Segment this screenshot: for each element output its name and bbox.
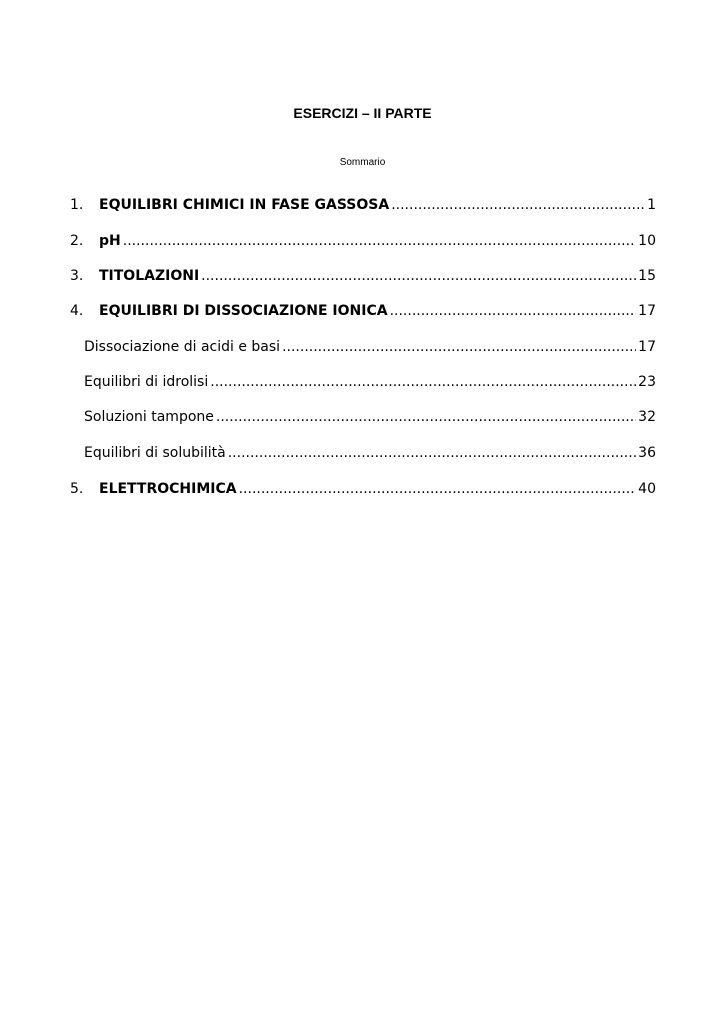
toc-entry-title: Dissociazione di acidi e basi	[84, 339, 281, 355]
toc-dot-leader	[123, 232, 636, 250]
toc-dot-leader	[216, 408, 636, 426]
toc-entry-acidi-basi[interactable]	[84, 338, 656, 356]
toc-entry-page: 10	[638, 233, 656, 249]
toc-entry-title: ELETTROCHIMICA	[99, 481, 237, 497]
toc-entry-page: 17	[638, 339, 656, 355]
toc-entry-title: Soluzioni tampone	[84, 409, 214, 425]
toc-entry-page: 1	[647, 197, 656, 213]
toc-entry-equilibri-chimici[interactable]	[70, 196, 656, 214]
toc-entry-dissociazione-ionica[interactable]	[70, 302, 656, 320]
toc-dot-leader	[391, 196, 645, 214]
toc-entry-title: TITOLAZIONI	[99, 268, 200, 284]
toc-entry-page: 17	[638, 303, 656, 319]
toc-entry-title: EQUILIBRI DI DISSOCIAZIONE IONICA	[99, 303, 388, 319]
toc-entry-page: 15	[638, 268, 656, 284]
toc-dot-leader	[210, 373, 636, 391]
toc-entry-number: 4.	[70, 303, 84, 319]
toc-dot-leader	[282, 338, 636, 356]
toc-dot-leader	[201, 267, 636, 285]
toc-entry-solubilita[interactable]	[84, 444, 656, 462]
toc-entry-soluzioni-tampone[interactable]	[84, 408, 656, 426]
toc-entry-title: Equilibri di solubilità	[84, 445, 226, 461]
toc-dot-leader	[239, 480, 637, 498]
toc-entry-number: 2.	[70, 233, 84, 249]
toc-entry-page: 36	[638, 445, 656, 461]
toc-entry-title: EQUILIBRI CHIMICI IN FASE GASSOSA	[99, 197, 390, 213]
toc-dot-leader	[228, 444, 636, 462]
toc-dot-leader	[390, 302, 637, 320]
toc-entry-page: 23	[638, 374, 656, 390]
toc-entry-number: 1.	[70, 197, 84, 213]
toc-entry-number: 3.	[70, 268, 84, 284]
toc-entry-ph[interactable]	[70, 232, 656, 250]
toc-entry-title: pH	[99, 233, 121, 249]
toc-entry-titolazioni[interactable]	[70, 267, 656, 285]
toc-entry-idrolisi[interactable]	[84, 373, 656, 391]
toc-heading: Sommario	[339, 157, 386, 168]
toc-entry-number: 5.	[70, 481, 84, 497]
toc-entry-elettrochimica[interactable]	[70, 480, 656, 498]
toc-entry-page: 32	[638, 409, 656, 425]
document-title: ESERCIZI – II PARTE	[293, 105, 432, 121]
toc-entry-page: 40	[638, 481, 656, 497]
toc-entry-title: Equilibri di idrolisi	[84, 374, 209, 390]
